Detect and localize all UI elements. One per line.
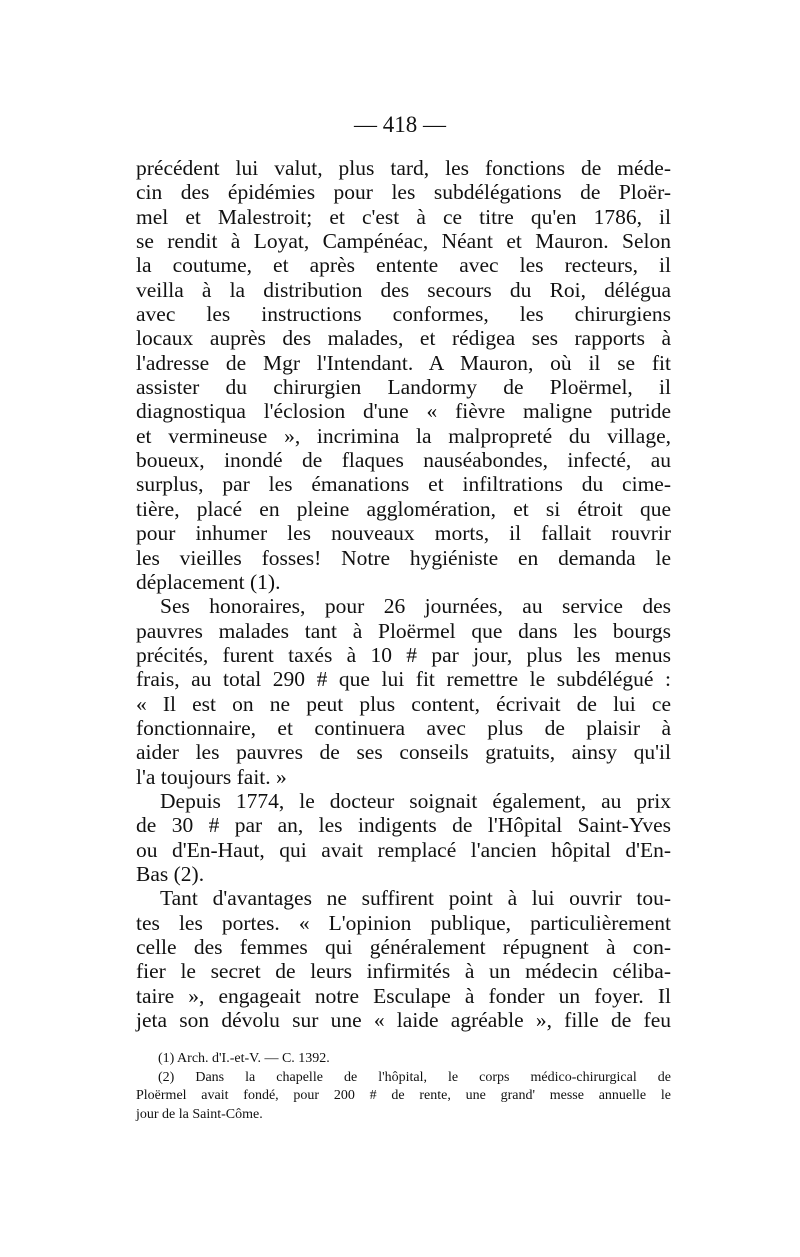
body-text [136, 156, 671, 1032]
body-line: cin des épidémies pour les subdélégations de Ploër- [136, 180, 671, 205]
footnote-line: (2) Dans la chapelle de l'hôpital, le corps médico-chirurgical de [158, 1069, 671, 1085]
body-line: frais, au total 290 # que lui fit remettre le subdélégué : [136, 667, 671, 692]
body-line: Ses honoraires, pour 26 journées, au service des [160, 594, 671, 619]
body-line: se rendit à Loyat, Campénéac, Néant et Mauron. Selon [136, 229, 671, 254]
body-line: aider les pauvres de ses conseils gratuits, ainsy qu'il [136, 740, 671, 765]
body-line: surplus, par les émanations et infiltrations du cime- [136, 472, 671, 497]
footnote-line: Ploërmel avait fondé, pour 200 # de rente, une grand' messe annuelle le [136, 1088, 671, 1103]
body-line: ou d'En-Haut, qui avait remplacé l'ancien hôpital d'En- [136, 837, 671, 862]
page-number: — 418 — [354, 112, 446, 137]
body-line: et vermineuse », incrimina la malpropreté du village, [136, 423, 671, 448]
body-line: celle des femmes qui généralement répugnent à con- [136, 935, 671, 959]
body-line: tière, placé en pleine agglomération, et si étroit que [136, 496, 671, 521]
body-line: les vieilles fosses! Notre hygiéniste en demanda le [136, 545, 671, 570]
body-line: locaux auprès des malades, et rédigea ses rapports à [136, 326, 671, 351]
body-line: veilla à la distribution des secours du Roi, délégua [136, 277, 671, 302]
body-line: pauvres malades tant à Ploërmel que dans les bourgs [136, 618, 671, 643]
body-line: mel et Malestroit; et c'est à ce titre qu'en 1786, il [136, 204, 671, 229]
body-line: fier le secret de leurs infirmités à un médecin céliba- [136, 959, 671, 984]
footnote-line: jour de la Saint-Côme. [136, 1106, 263, 1122]
body-line: de 30 # par an, les indigents de l'Hôpital Saint-Yves [136, 813, 671, 838]
body-line: pour inhumer les nouveaux morts, il fallait rouvrir [136, 521, 671, 546]
body-line: Depuis 1774, le docteur soignait également, au prix [160, 788, 671, 813]
body-line: « Il est on ne peut plus content, écrivait de lui ce [136, 691, 671, 716]
body-line: l'a toujours fait. » [136, 764, 287, 789]
body-line: jeta son dévolu sur une « laide agréable », fille de feu [136, 1008, 671, 1033]
body-line: tes les portes. « L'opinion publique, particulièrement [136, 910, 671, 935]
body-line: Tant d'avantages ne suffirent point à lui ouvrir tou- [160, 886, 671, 911]
body-line: Bas (2). [136, 861, 205, 886]
footnotes [136, 1050, 671, 1124]
body-line: boueux, inondé de flaques nauséabondes, infecté, au [136, 448, 671, 473]
footnote-line: (1) Arch. d'I.-et-V. — C. 1392. [158, 1051, 330, 1066]
body-line: la coutume, et après entente avec les recteurs, il [136, 253, 671, 278]
body-line: avec les instructions conformes, les chirurgiens [136, 302, 671, 327]
body-line: diagnostiqua l'éclosion d'une « fièvre maligne putride [136, 399, 671, 424]
body-line: précités, furent taxés à 10 # par jour, plus les menus [136, 642, 671, 667]
body-line: l'adresse de Mgr l'Intendant. A Mauron, où il se fit [136, 350, 671, 375]
body-line: assister du chirurgien Landormy de Ploërmel, il [136, 375, 671, 400]
body-line: fonctionnaire, et continuera avec plus de plaisir à [136, 715, 671, 740]
body-line: taire », engageait notre Esculape à fonder un foyer. Il [136, 983, 671, 1008]
body-line: précédent lui valut, plus tard, les fonctions de méde- [136, 156, 671, 180]
body-line: déplacement (1). [136, 569, 281, 594]
